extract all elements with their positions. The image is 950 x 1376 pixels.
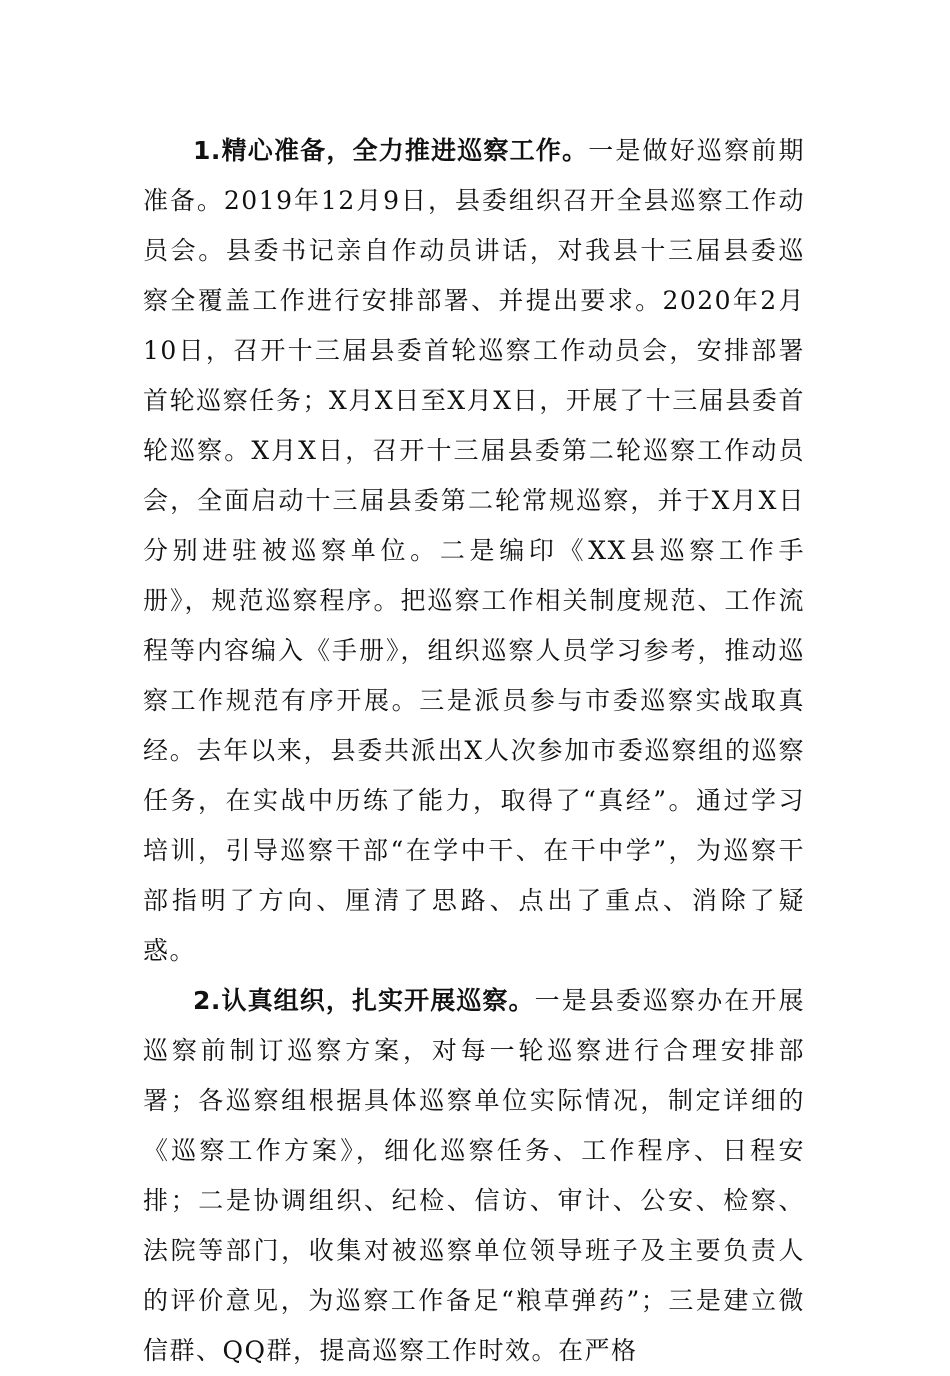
paragraph-2-text: 一是县委巡察办在开展巡察前制订巡察方案，对每一轮巡察进行合理安排部署；各巡察组根据具体巡察单位实际情况，制定详细的《巡察工作方案》，细化巡察任务、工作程序、日程安排；二是协调组织、纪检、信访、审计、公安、检察、法院等部门，收集对被巡察单位领导班子及主要负责人的评价意见，为巡察工作备足“粮草弹药”；三是建立微信群、QQ群，提高巡察工作时效。在严格	[143, 986, 805, 1365]
document-body	[143, 126, 805, 1376]
paragraph-1	[143, 126, 805, 976]
paragraph-2-heading: 2.认真组织，扎实开展巡察。	[193, 986, 535, 1015]
paragraph-1-heading: 1.精心准备，全力推进巡察工作。	[193, 136, 589, 165]
paragraph-1-text: 一是做好巡察前期准备。2019年12月9日，县委组织召开全县巡察工作动员会。县委书记亲自作动员讲话，对我县十三届县委巡察全覆盖工作进行安排部署、并提出要求。2020年2月10日，召开十三届县委首轮巡察工作动员会，安排部署首轮巡察任务；X月X日至X月X日，开展了十三届县委首轮巡察。X月X日，召开十三届县委第二轮巡察工作动员会，全面启动十三届县委第二轮常规巡察，并于X月X日分别进驻被巡察单位。二是编印《XX县巡察工作手册》，规范巡察程序。把巡察工作相关制度规范、工作流程等内容编入《手册》，组织巡察人员学习参考，推动巡察工作规范有序开展。三是派员参与市委巡察实战取真经。去年以来，县委共派出X人次参加市委巡察组的巡察任务，在实战中历练了能力，取得了“真经”。通过学习培训，引导巡察干部“在学中干、在干中学”，为巡察干部指明了方向、厘清了思路、点出了重点、消除了疑惑。	[143, 136, 805, 965]
paragraph-2	[143, 976, 805, 1376]
